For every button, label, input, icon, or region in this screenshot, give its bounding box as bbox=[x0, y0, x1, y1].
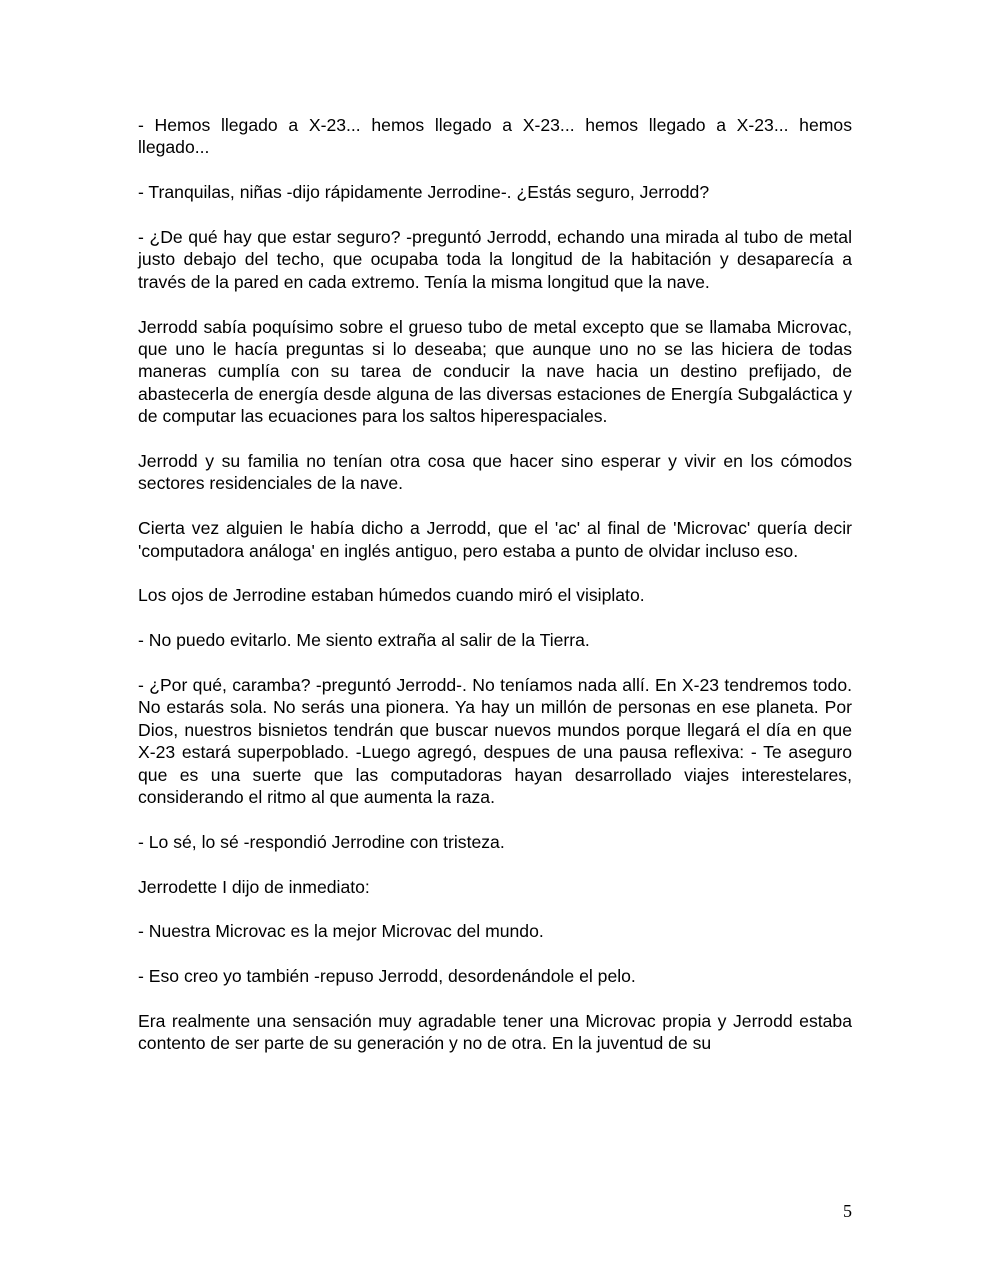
paragraph-10: - Lo sé, lo sé -respondió Jerrodine con tristeza. bbox=[138, 831, 505, 852]
paragraph-11: Jerrodette I dijo de inmediato: bbox=[138, 876, 370, 897]
paragraph-6: Cierta vez alguien le había dicho a Jerrodd, que el 'ac' al final de 'Microvac' quería decir 'computadora análoga' en inglés antiguo, pero estaba a punto de olvidar incluso eso. bbox=[138, 518, 852, 561]
paragraph-14: Era realmente una sensación muy agradable tener una Microvac propia y Jerrodd estaba contento de ser parte de su generación y no de otra. En la juventud de su bbox=[138, 1011, 852, 1054]
paragraph-12: - Nuestra Microvac es la mejor Microvac del mundo. bbox=[138, 921, 544, 942]
body-text bbox=[138, 114, 852, 1055]
paragraph-3: - ¿De qué hay que estar seguro? -preguntó Jerrodd, echando una mirada al tubo de metal justo debajo del techo, que ocupaba toda la longitud de la habitación y desaparecía a través de la pared en cada extremo. Tenía la misma longitud que la nave. bbox=[138, 227, 852, 292]
paragraph-4: Jerrodd sabía poquísimo sobre el grueso tubo de metal excepto que se llamaba Microvac, que uno le hacía preguntas si lo deseaba; que aunque uno no se las hiciera de todas maneras cumplía con su tarea de conducir la nave hacia un destino prefijado, de abastecerla de energía desde alguna de las diversas estaciones de Energía Subgaláctica y de computar las ecuaciones para los saltos hiperespaciales. bbox=[138, 316, 852, 427]
paragraph-8: - No puedo evitarlo. Me siento extraña al salir de la Tierra. bbox=[138, 630, 590, 651]
page-number: 5 bbox=[843, 1201, 852, 1221]
paragraph-13: - Eso creo yo también -repuso Jerrodd, desordenándole el pelo. bbox=[138, 966, 636, 987]
paragraph-2: - Tranquilas, niñas -dijo rápidamente Jerrodine-. ¿Estás seguro, Jerrodd? bbox=[138, 182, 710, 203]
paragraph-1: - Hemos llegado a X-23... hemos llegado a X-23... hemos llegado a X-23... hemos llegado... bbox=[138, 115, 852, 158]
paragraph-7: Los ojos de Jerrodine estaban húmedos cuando miró el visiplato. bbox=[138, 585, 645, 606]
paragraph-5: Jerrodd y su familia no tenían otra cosa que hacer sino esperar y vivir en los cómodos sectores residenciales de la nave. bbox=[138, 451, 852, 494]
paragraph-9: - ¿Por qué, caramba? -preguntó Jerrodd-. No teníamos nada allí. En X-23 tendremos todo. No estarás sola. No serás una pionera. Ya hay un millón de personas en ese planeta. Por Dios, nuestros bisnietos tendrán que buscar nuevos mundos porque llegará el día en que X-23 estará superpoblado. -Luego agregó, despues de una pausa reflexiva: - Te aseguro que es una suerte que las computadoras hayan desarrollado viajes interestelares, considerando el ritmo al que aumenta la raza. bbox=[138, 675, 852, 808]
